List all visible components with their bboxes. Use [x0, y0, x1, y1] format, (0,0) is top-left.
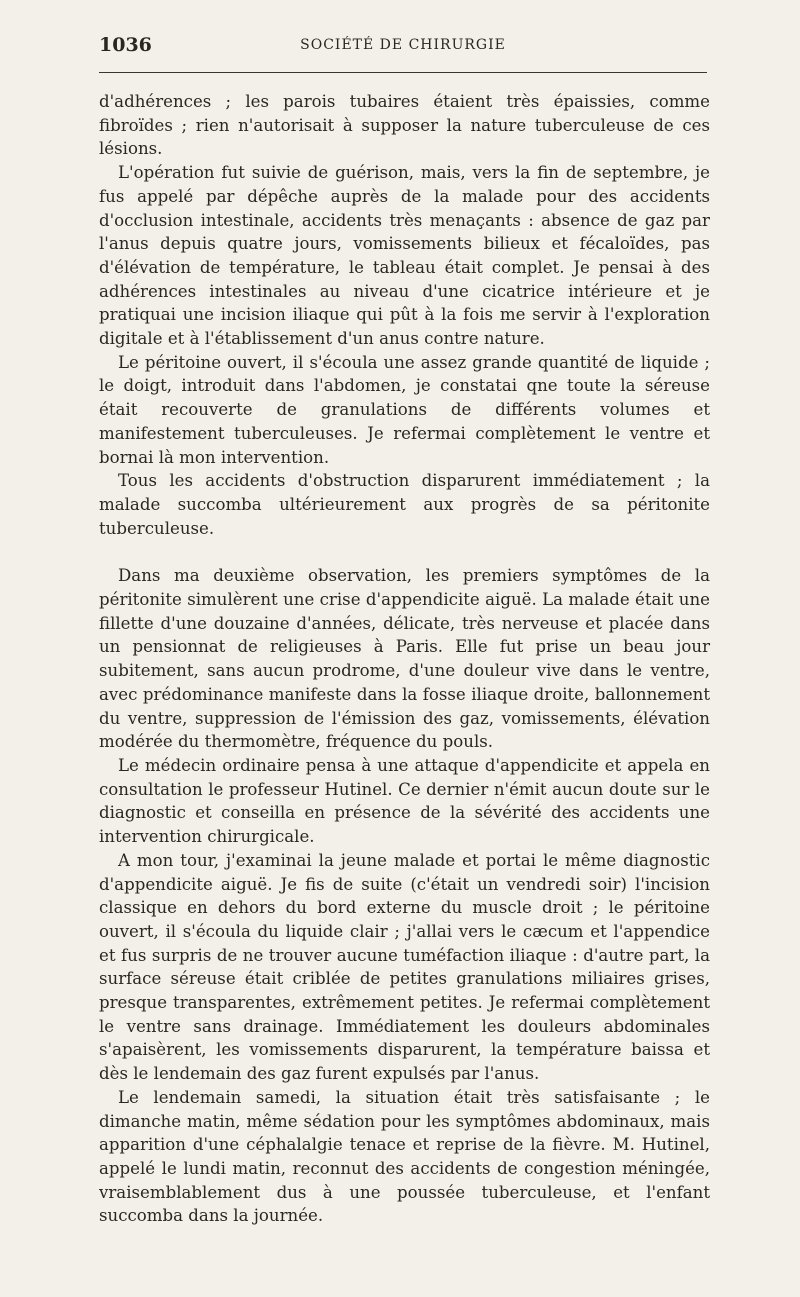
paragraph: Le médecin ordinaire pensa à une attaque d'appendicite et appela en consultation le professeur Hutinel. Ce dernier n'émit aucun doute sur le diagnostic et conseilla en présence de la sévérité des accidents une intervention chirurgicale. — [99, 755, 710, 847]
paragraph: Tous les accidents d'obstruction disparurent immédiatement ; la malade succomba ultérieurement aux progrès de sa péritonite tuberculeuse. — [99, 471, 710, 538]
paragraph: Dans ma deuxième observation, les premiers symptômes de la péritonite simulèrent une crise d'appendicite aiguë. La malade était une fillette d'une douzaine d'années, délicate, très nerveuse et placée dans un pensionnat de religieuses à Paris. Elle fut prise un beau jour subitement, sans aucun prodrome, d'une douleur vive dans le ventre, avec prédominance manifeste dans la fosse iliaque droite, ballonnement du ventre, suppression de l'émission des gaz, vomissements, élévation modérée du thermomètre, fréquence du pouls. — [99, 566, 710, 752]
paragraph: Le lendemain samedi, la situation était très satisfaisante ; le dimanche matin, même sédation pour les symptômes abdominaux, mais apparition d'une céphalalgie tenace et reprise de la fièvre. M. Hutinel, appelé le lundi matin, reconnut des accidents de congestion méningée, vraisemblablement dus à une poussée tuberculeuse, et l'enfant succomba dans la journée. — [99, 1087, 710, 1226]
paragraph: L'opération fut suivie de guérison, mais, vers la fin de septembre, je fus appelé par dépêche auprès de la malade pour des accidents d'occlusion intestinale, accidents très menaçants : absence de gaz par l'anus depuis quatre jours, vomissements bilieux et fécaloïdes, pas d'élévation de température, le tableau était complet. Je pensai à des adhérences intestinales au niveau d'une cicatrice intérieure et je pratiquai une incision iliaque qui pût à la fois me servir à l'exploration digitale et à l'établissement d'un anus contre nature. — [99, 163, 710, 349]
body-text — [99, 90, 710, 1228]
page-number: 1036 — [99, 34, 152, 56]
header-rule — [99, 72, 707, 73]
running-title: SOCIÉTÉ DE CHIRURGIE — [300, 37, 506, 53]
paragraph: Le péritoine ouvert, il s'écoula une assez grande quantité de liquide ; le doigt, introduit dans l'abdomen, je constatai qne toute la séreuse était recouverte de granulations de différents volumes et manifestement tuberculeuses. Je refermai complètement le ventre et bornai là mon intervention. — [99, 352, 710, 467]
paragraph: A mon tour, j'examinai la jeune malade et portai le même diagnostic d'appendicite aiguë. Je fis de suite (c'était un vendredi soir) l'incision classique en dehors du bord externe du muscle droit ; le péritoine ouvert, il s'écoula du liquide clair ; j'allai vers le cæcum et l'appendice et fus surpris de ne trouver aucune tuméfaction iliaque : d'autre part, la surface séreuse était criblée de petites granulations miliaires grises, presque transparentes, extrêmement petites. Je refermai complètement le ventre sans drainage. Immédiatement les douleurs abdominales s'apaisèrent, les vomissements disparurent, la température baissa et dès le lendemain des gaz furent expulsés par l'anus. — [99, 850, 710, 1084]
page-header — [99, 34, 707, 64]
paragraph: d'adhérences ; les parois tubaires étaient très épaissies, comme fibroïdes ; rien n'autorisait à supposer la nature tuberculeuse de ces lésions. — [99, 92, 710, 159]
